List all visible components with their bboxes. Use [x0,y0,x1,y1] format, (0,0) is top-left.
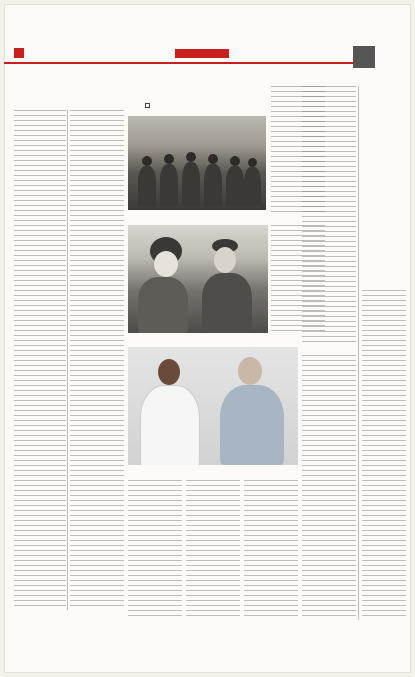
paper-logo [175,49,229,58]
column-divider [67,110,68,610]
header-rule [4,62,354,64]
group-photo [128,116,266,210]
side-article-body [362,290,406,620]
side-column-divider [358,86,359,620]
page-number [353,46,375,68]
author-with-general-photo [128,347,298,465]
article-column-6 [302,355,356,620]
article-column-4-bottom [186,480,240,620]
section-marker [14,48,24,58]
article-column-5-bottom [244,480,298,620]
article-column-2 [70,110,124,610]
article-column-1 [14,110,66,610]
byline-box [145,103,150,108]
couple-portrait-photo [128,225,268,333]
article-column-6-top [302,86,356,346]
article-column-3-bottom [128,480,182,620]
